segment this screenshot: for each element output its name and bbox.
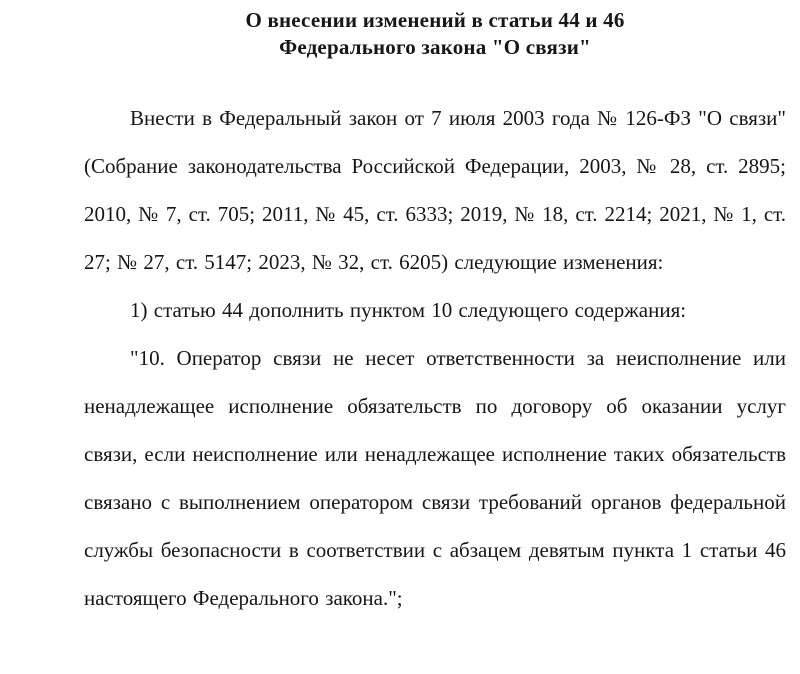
document-body [84, 94, 786, 622]
paragraph-quoted-clause-10: "10. Оператор связи не несет ответственности за неисполнение или ненадлежащее исполнение обязательств по договору об оказании услуг связи, если неисполнение или ненадлежащее исполнение таких обязательств связано с выполнением оператором связи требований органов федеральной службы безопасности в соответствии с абзацем девятым пункта 1 статьи 46 настоящего Федерального закона."; [84, 346, 786, 610]
paragraph-amendment-item-1: 1) статью 44 дополнить пунктом 10 следующего содержания: [130, 298, 687, 322]
document-title [84, 7, 786, 61]
document-title-line-2: Федерального закона "О связи" [279, 35, 591, 59]
document-title-line-1: О внесении изменений в статьи 44 и 46 [245, 8, 625, 32]
paragraph-preamble: Внести в Федеральный закон от 7 июля 2003 года № 126-ФЗ "О связи" (Собрание законодательства Российской Федерации, 2003, № 28, ст. 2895; 2010, № 7, ст. 705; 2011, № 45, ст. 6333; 2019, № 18, ст. 2214; 2021, № 1, ст. 27; № 27, ст. 5147; 2023, № 32, ст. 6205) следующие изменения: [84, 106, 786, 274]
